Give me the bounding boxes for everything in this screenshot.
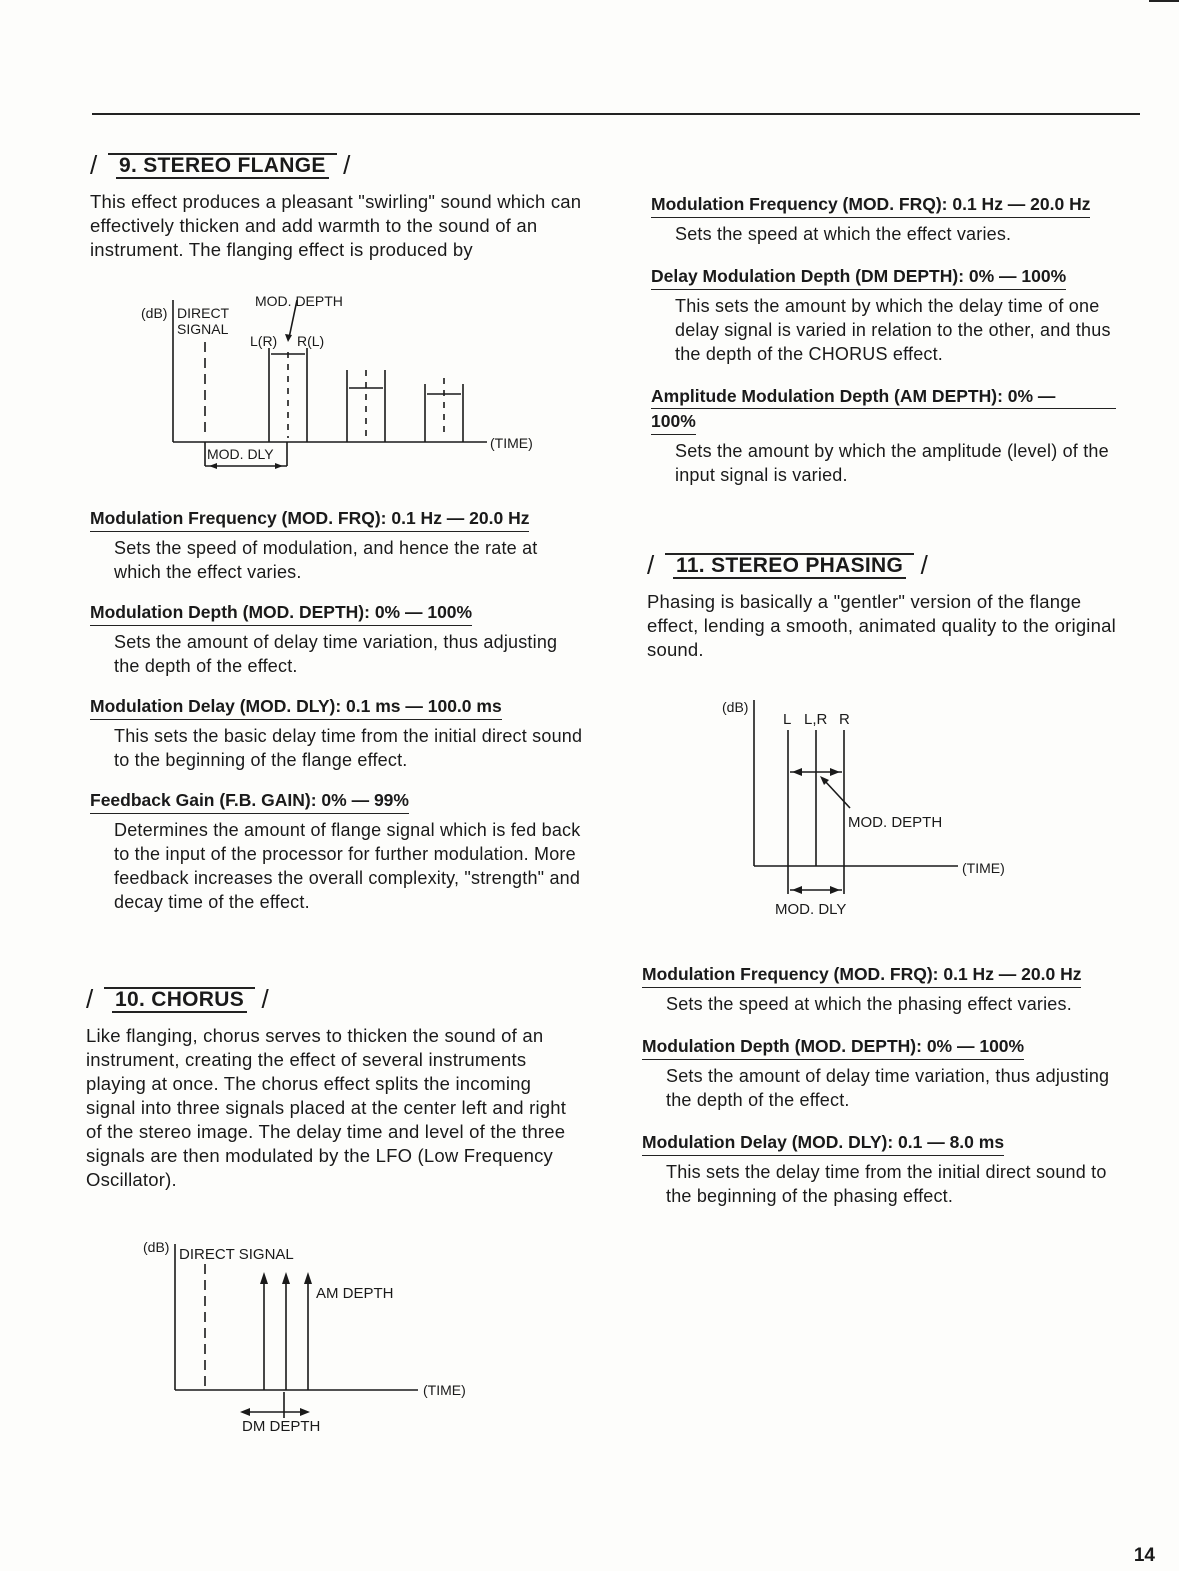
- section-chorus: [86, 986, 581, 1192]
- diagram-label-direct-signal: DIRECT SIGNAL: [179, 1246, 294, 1263]
- diagram-label-l: L: [783, 711, 792, 728]
- phasing-diagram: [718, 694, 1028, 924]
- param-description: Sets the amount of delay time variation, thus adjusting the depth of the effect.: [114, 632, 558, 676]
- param-description: Sets the amount of delay time variation, thus adjusting the depth of the effect.: [666, 1066, 1110, 1110]
- diagram-label-rl: R(L): [297, 333, 325, 349]
- section-intro: This effect produces a pleasant "swirling" sound which can effectively thicken and add warmth to the sound of an instrument. The flanging effect is produced by: [90, 191, 582, 260]
- diagram-label-db: (dB): [143, 1239, 170, 1255]
- corner-rule: [1149, 0, 1179, 2]
- param-block: [651, 384, 1141, 487]
- param-title-continued: 100%: [651, 409, 696, 435]
- diagram-label-lr: L(R): [250, 333, 278, 349]
- param-title: Feedback Gain (F.B. GAIN): 0% — 99%: [90, 788, 409, 814]
- phasing-parameters: [642, 962, 1137, 1208]
- section-heading: / 11. STEREO PHASING /: [647, 550, 929, 580]
- section-stereo-flange: [90, 152, 585, 262]
- param-block: [651, 264, 1141, 366]
- param-block: [642, 1130, 1137, 1208]
- diagram-label-am-depth: AM DEPTH: [316, 1285, 394, 1302]
- param-block: [642, 962, 1137, 1016]
- section-heading: / 9. STEREO FLANGE /: [90, 150, 351, 180]
- section-intro: Phasing is basically a "gentler" version of the flange effect, lending a smooth, animated quality to the original sound.: [647, 591, 1116, 660]
- param-title: Modulation Delay (MOD. DLY): 0.1 ms — 100.0 ms: [90, 694, 502, 720]
- section-heading-text: 11. STEREO PHASING: [673, 554, 906, 579]
- param-title: Modulation Depth (MOD. DEPTH): 0% — 100%: [642, 1034, 1024, 1060]
- param-description: Sets the amount by which the amplitude (level) of the input signal is varied.: [675, 441, 1109, 485]
- diagram-label-mod-dly: MOD. DLY: [207, 446, 274, 462]
- section-heading: / 10. CHORUS /: [86, 984, 270, 1014]
- flange-diagram: [135, 288, 555, 488]
- param-description: Sets the speed of modulation, and hence the rate at which the effect varies.: [114, 538, 538, 582]
- page-number: 14: [1133, 1545, 1155, 1566]
- diagram-label-dm-depth: DM DEPTH: [242, 1418, 321, 1435]
- diagram-label-lr: L,R: [804, 711, 828, 728]
- chorus-parameters: [651, 192, 1141, 487]
- diagram-label-time: (TIME): [490, 435, 533, 451]
- diagram-label-mod-dly: MOD. DLY: [775, 901, 847, 918]
- diagram-label-db: (dB): [141, 305, 168, 321]
- param-description: Sets the speed at which the effect varies.: [675, 224, 1012, 244]
- param-description: Sets the speed at which the phasing effect varies.: [666, 994, 1072, 1014]
- section-intro: Like flanging, chorus serves to thicken the sound of an instrument, creating the effect of several instruments playing at once. The chorus effect splits the incoming signal into three signals placed at the center left and right of the stereo image. The delay time and level of the three signals are then modulated by the LFO (Low Frequency Oscillator).: [86, 1025, 567, 1190]
- diagram-label-mod-depth: MOD. DEPTH: [848, 814, 943, 831]
- param-description: This sets the basic delay time from the initial direct sound to the beginning of the flange effect.: [114, 726, 583, 770]
- section-heading-text: 9. STEREO FLANGE: [116, 154, 329, 179]
- param-block: [642, 1034, 1137, 1112]
- diagram-label-db: (dB): [722, 699, 749, 715]
- header-rule: [92, 113, 1140, 115]
- flange-parameters: [90, 506, 585, 914]
- diagram-label-time: (TIME): [962, 860, 1005, 876]
- param-title: Delay Modulation Depth (DM DEPTH): 0% — 100%: [651, 264, 1066, 290]
- section-stereo-phasing: [647, 552, 1137, 662]
- param-title: Modulation Delay (MOD. DLY): 0.1 — 8.0 ms: [642, 1130, 1004, 1156]
- param-block: [90, 788, 585, 914]
- chorus-diagram: [140, 1236, 500, 1441]
- diagram-label-direct: DIRECT: [177, 305, 230, 321]
- param-title: Modulation Frequency (MOD. FRQ): 0.1 Hz — 20.0 Hz: [642, 962, 1081, 988]
- param-title: Amplitude Modulation Depth (AM DEPTH): 0% —: [651, 384, 1116, 409]
- diagram-label-time: (TIME): [423, 1382, 466, 1398]
- param-title: Modulation Frequency (MOD. FRQ): 0.1 Hz — 20.0 Hz: [90, 506, 529, 532]
- diagram-label-signal: SIGNAL: [177, 321, 229, 337]
- param-title: Modulation Depth (MOD. DEPTH): 0% — 100%: [90, 600, 472, 626]
- param-description: Determines the amount of flange signal which is fed back to the input of the processor for further modulation. More feedback increases the overall complexity, "strength" and decay time of the effect.: [114, 820, 581, 912]
- param-block: [90, 506, 585, 584]
- param-description: This sets the delay time from the initial direct sound to the beginning of the phasing effect.: [666, 1162, 1107, 1206]
- param-block: [90, 694, 585, 772]
- param-block: [651, 192, 1141, 246]
- param-title: Modulation Frequency (MOD. FRQ): 0.1 Hz — 20.0 Hz: [651, 192, 1090, 218]
- diagram-label-r: R: [839, 711, 850, 728]
- param-description: This sets the amount by which the delay time of one delay signal is varied in relation to the other, and thus the depth of the CHORUS effect.: [675, 296, 1111, 364]
- param-block: [90, 600, 585, 678]
- section-heading-text: 10. CHORUS: [112, 988, 247, 1013]
- diagram-label-mod-depth: MOD. DEPTH: [255, 293, 343, 309]
